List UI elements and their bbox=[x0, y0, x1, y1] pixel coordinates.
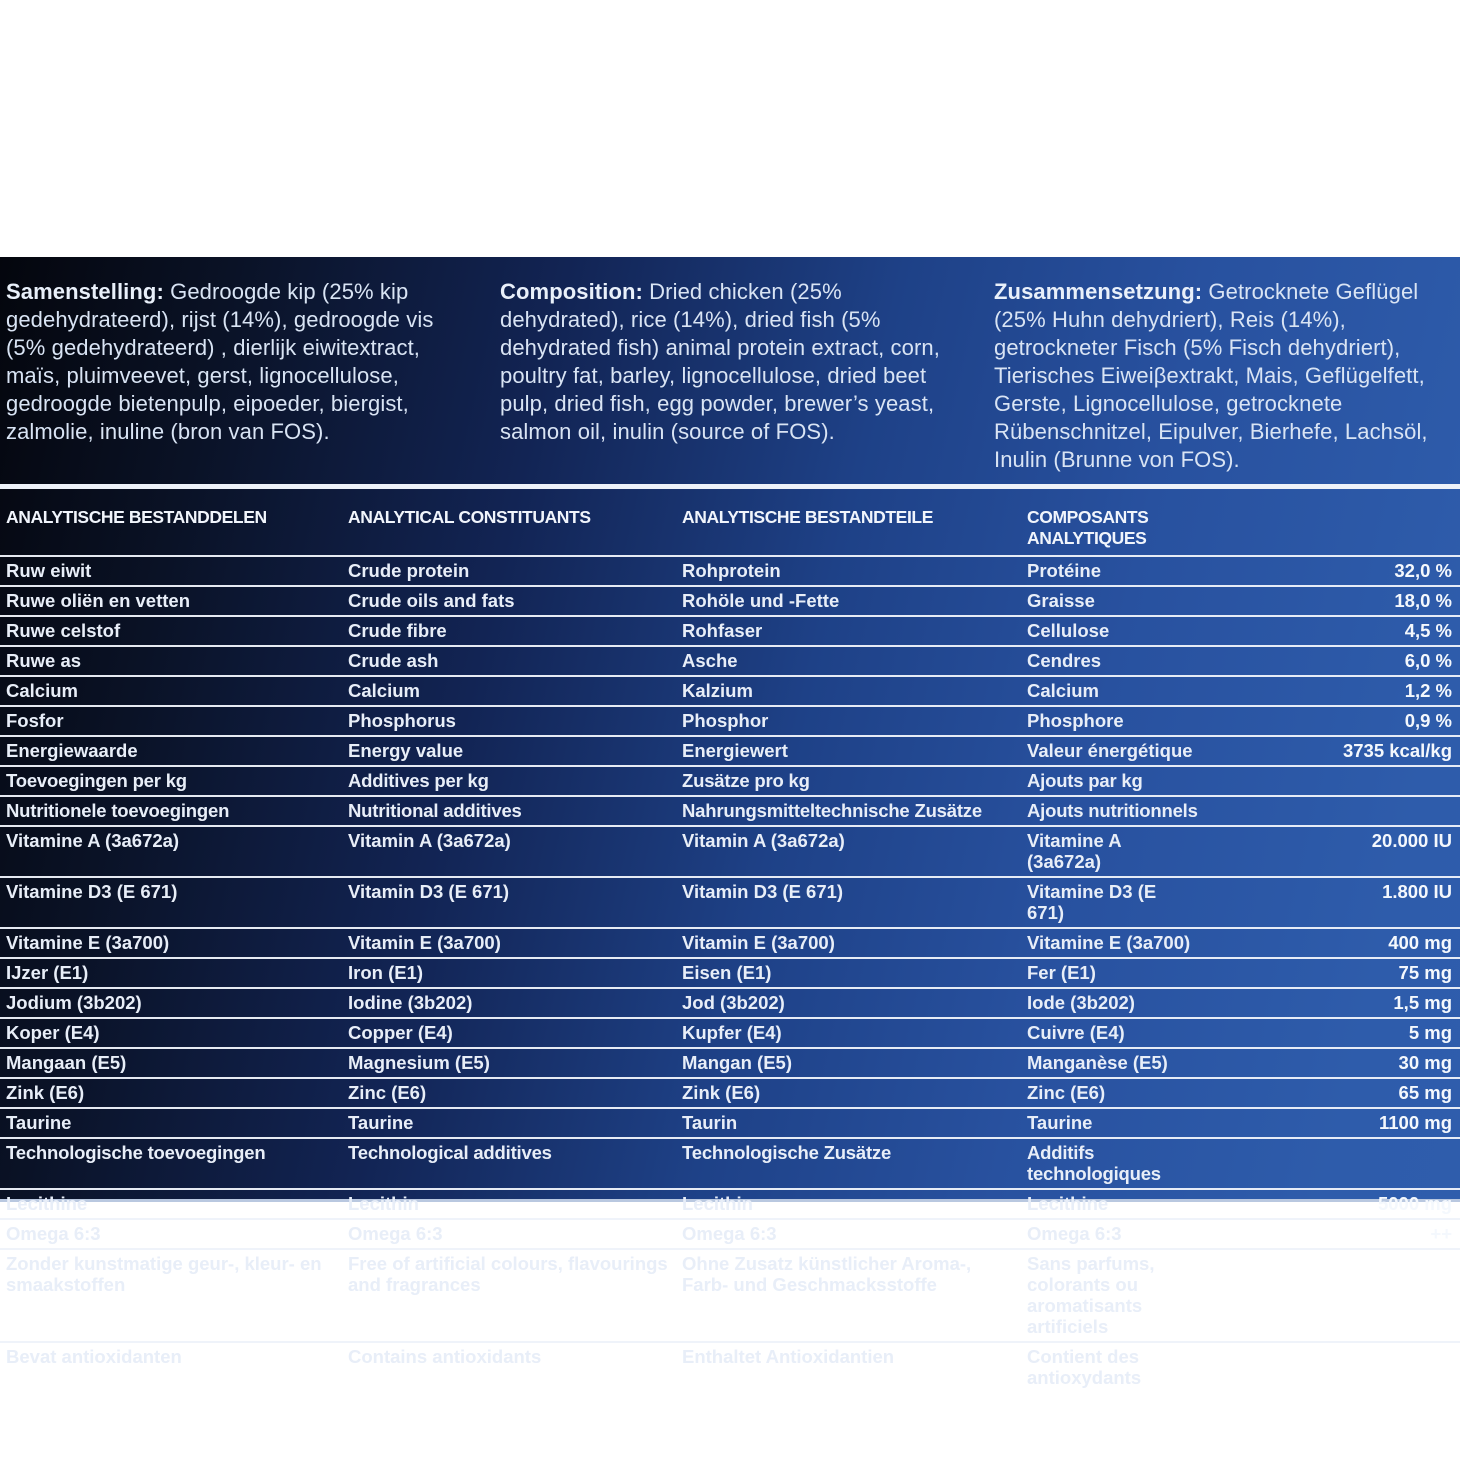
row-label-nl: Vitamine A (3a672a) bbox=[6, 830, 180, 851]
row-label-fr: Manganèse (E5) bbox=[1027, 1052, 1168, 1073]
row-label-de: Rohöle und -Fette bbox=[682, 590, 840, 611]
table-row bbox=[0, 1341, 1460, 1392]
row-label-en: Iron (E1) bbox=[348, 962, 424, 983]
row-label-en: Energy value bbox=[348, 740, 464, 761]
table-row bbox=[0, 585, 1460, 615]
analytical-table bbox=[0, 489, 1460, 1392]
table-row bbox=[0, 1047, 1460, 1077]
row-value: 4,5 % bbox=[1404, 620, 1452, 641]
row-value: 3735 kcal/kg bbox=[1342, 740, 1452, 761]
table-row bbox=[0, 1107, 1460, 1137]
composition-body-en: Dried chicken (25% dehydrated), rice (14%), dried fish (5% dehydrated fish) animal protein extract, corn, poultry fat, barley, lignocellulose, dried beet pulp, dried fish, egg powder, brewer’s yeast, salmon oil, inulin (source of FOS). bbox=[500, 279, 940, 444]
row-label-nl: Toevoegingen per kg bbox=[6, 770, 187, 791]
composition-paragraph-nl bbox=[6, 278, 458, 474]
row-label-fr: Taurine bbox=[1027, 1112, 1093, 1133]
composition-body-de: Getrocknete Geflügel (25% Huhn dehydriert), Reis (14%), getrockneter Fisch (5% Fisch dehydriert), Tierisches Eiweiβextrakt, Mais, Geflügelfett, Gerste, Lignocellulose, getrocknete Rübenschnitzel, Eipulver, Bierhefe, Lachsöl, Inulin (Brunne von FOS). bbox=[994, 279, 1428, 472]
table-row bbox=[0, 645, 1460, 675]
row-label-nl: Taurine bbox=[6, 1112, 72, 1133]
table-section-row bbox=[0, 1137, 1460, 1188]
row-label-fr: Vitamine E (3a700) bbox=[1027, 932, 1191, 953]
row-label-de: Asche bbox=[682, 650, 738, 671]
table-row bbox=[0, 1017, 1460, 1047]
row-value: 1,5 mg bbox=[1393, 992, 1452, 1013]
row-label-de: Vitamin E (3a700) bbox=[682, 932, 835, 953]
composition-lead-de: Zusammensetzung: bbox=[994, 279, 1203, 304]
row-label-nl: Zonder kunstmatige geur-, kleur- en smaakstoffen bbox=[6, 1253, 322, 1295]
row-label-de: Kupfer (E4) bbox=[682, 1022, 782, 1043]
composition-paragraph-de bbox=[994, 278, 1446, 474]
row-label-fr: Valeur énergétique bbox=[1027, 740, 1193, 761]
row-label-en: Zinc (E6) bbox=[348, 1082, 427, 1103]
row-label-en: Vitamin A (3a672a) bbox=[348, 830, 511, 851]
row-label-de: Kalzium bbox=[682, 680, 753, 701]
row-label-fr: Graisse bbox=[1027, 590, 1095, 611]
row-value: 1.800 IU bbox=[1382, 881, 1452, 902]
composition-lead-nl: Samenstelling: bbox=[6, 279, 164, 304]
row-label-nl: IJzer (E1) bbox=[6, 962, 89, 983]
row-label-fr: Fer (E1) bbox=[1027, 962, 1096, 983]
row-label-de: Eisen (E1) bbox=[682, 962, 772, 983]
table-row bbox=[0, 735, 1460, 765]
composition-paragraph-en bbox=[500, 278, 952, 474]
row-label-nl: Technologische toevoegingen bbox=[6, 1142, 266, 1163]
row-value: 0,9 % bbox=[1404, 710, 1452, 731]
row-label-de: Technologische Zusätze bbox=[682, 1142, 892, 1163]
row-label-en: Copper (E4) bbox=[348, 1022, 453, 1043]
row-value: 32,0 % bbox=[1394, 560, 1452, 581]
row-label-en: ANALYTICAL CONSTITUANTS bbox=[348, 507, 591, 527]
row-label-nl: Energiewaarde bbox=[6, 740, 138, 761]
row-label-fr: Iode (3b202) bbox=[1027, 992, 1135, 1013]
row-label-en: Vitamin E (3a700) bbox=[348, 932, 501, 953]
row-label-fr: COMPOSANTS ANALYTIQUES bbox=[1027, 507, 1149, 548]
row-label-de: Enthaltet Antioxidantien bbox=[682, 1346, 895, 1367]
row-value: 5 mg bbox=[1408, 1022, 1452, 1043]
table-row bbox=[0, 927, 1460, 957]
composition-body-nl: Gedroogde kip (25% kip gedehydrateerd), rijst (14%), gedroogde vis (5% gedehydrateerd) , dierlijk eiwitextract, maïs, pluimveevet, gerst, lignocellulose, gedroogde bietenpulp, eipoeder, biergist, zalmolie, inuline (bron van FOS). bbox=[6, 279, 434, 444]
row-label-de: Omega 6:3 bbox=[682, 1223, 777, 1244]
row-label-en: Magnesium (E5) bbox=[348, 1052, 490, 1073]
row-label-de: Taurin bbox=[682, 1112, 738, 1133]
row-value: 1100 mg bbox=[1378, 1112, 1452, 1133]
row-label-nl: Bevat antioxidanten bbox=[6, 1346, 182, 1367]
row-label-nl: Zink (E6) bbox=[6, 1082, 85, 1103]
row-label-de: Energiewert bbox=[682, 740, 788, 761]
table-row bbox=[0, 987, 1460, 1017]
row-label-fr: Calcium bbox=[1027, 680, 1099, 701]
row-label-fr: Additifs technologiques bbox=[1027, 1142, 1161, 1184]
row-label-nl: Nutritionele toevoegingen bbox=[6, 800, 230, 821]
row-value: 1,2 % bbox=[1404, 680, 1452, 701]
row-label-nl: Ruw eiwit bbox=[6, 560, 92, 581]
row-label-en: Nutritional additives bbox=[348, 800, 522, 821]
row-label-de: Zink (E6) bbox=[682, 1082, 761, 1103]
row-label-nl: Ruwe as bbox=[6, 650, 82, 671]
row-label-de: Rohfaser bbox=[682, 620, 763, 641]
row-value: 75 mg bbox=[1398, 962, 1452, 983]
table-row bbox=[0, 1248, 1460, 1341]
table-row bbox=[0, 615, 1460, 645]
table-row bbox=[0, 705, 1460, 735]
row-label-nl: Mangaan (E5) bbox=[6, 1052, 127, 1073]
row-label-de: Ohne Zusatz künstlicher Aroma-, Farb- und Geschmacksstoffe bbox=[682, 1253, 972, 1295]
row-label-nl: Calcium bbox=[6, 680, 78, 701]
row-label-en: Crude fibre bbox=[348, 620, 447, 641]
row-label-nl: Ruwe celstof bbox=[6, 620, 121, 641]
row-label-nl: Lecithine bbox=[6, 1193, 88, 1214]
row-label-nl: Ruwe oliën en vetten bbox=[6, 590, 191, 611]
row-label-fr: Cendres bbox=[1027, 650, 1102, 671]
row-label-de: Vitamin D3 (E 671) bbox=[682, 881, 844, 902]
composition-lead-en: Composition: bbox=[500, 279, 643, 304]
row-label-fr: Zinc (E6) bbox=[1027, 1082, 1106, 1103]
row-label-fr: Phosphore bbox=[1027, 710, 1124, 731]
label-blue-panel bbox=[0, 257, 1460, 1388]
row-label-nl: Jodium (3b202) bbox=[6, 992, 142, 1013]
table-row bbox=[0, 1188, 1460, 1218]
row-label-fr: Cellulose bbox=[1027, 620, 1110, 641]
row-label-de: Nahrungsmitteltechnische Zusätze bbox=[682, 800, 982, 821]
row-value: 400 mg bbox=[1388, 932, 1452, 953]
row-label-de: Zusätze pro kg bbox=[682, 770, 810, 791]
table-row bbox=[0, 825, 1460, 876]
table-section-row bbox=[0, 795, 1460, 825]
row-value: 6,0 % bbox=[1404, 650, 1452, 671]
table-row bbox=[0, 957, 1460, 987]
row-label-en: Phosphorus bbox=[348, 710, 456, 731]
table-header-row bbox=[0, 503, 1460, 555]
row-label-fr: Contient des antioxydants bbox=[1027, 1346, 1142, 1388]
table-row bbox=[0, 876, 1460, 927]
table-row bbox=[0, 1077, 1460, 1107]
row-label-en: Lecithin bbox=[348, 1193, 419, 1214]
row-value: 5000 mg bbox=[1377, 1193, 1452, 1214]
row-label-nl: Omega 6:3 bbox=[6, 1223, 101, 1244]
row-value: 65 mg bbox=[1398, 1082, 1452, 1103]
row-label-fr: Cuivre (E4) bbox=[1027, 1022, 1125, 1043]
row-label-fr: Vitamine D3 (E 671) bbox=[1027, 881, 1157, 923]
row-label-de: Rohprotein bbox=[682, 560, 781, 581]
table-row bbox=[0, 555, 1460, 585]
row-label-nl: Koper (E4) bbox=[6, 1022, 100, 1043]
row-label-fr: Ajouts nutritionnels bbox=[1027, 800, 1198, 821]
row-label-nl: Vitamine E (3a700) bbox=[6, 932, 170, 953]
row-label-en: Free of artificial colours, flavourings and fragrances bbox=[348, 1253, 668, 1295]
row-label-en: Contains antioxidants bbox=[348, 1346, 542, 1367]
row-label-en: Crude oils and fats bbox=[348, 590, 515, 611]
row-label-fr: Vitamine A (3a672a) bbox=[1027, 830, 1121, 872]
row-label-en: Calcium bbox=[348, 680, 420, 701]
row-label-fr: Omega 6:3 bbox=[1027, 1223, 1122, 1244]
table-row bbox=[0, 675, 1460, 705]
row-label-de: Mangan (E5) bbox=[682, 1052, 792, 1073]
row-label-fr: Protéine bbox=[1027, 560, 1102, 581]
row-label-de: Phosphor bbox=[682, 710, 769, 731]
row-label-en: Crude protein bbox=[348, 560, 470, 581]
row-label-fr: Lecithine bbox=[1027, 1193, 1109, 1214]
row-label-en: Iodine (3b202) bbox=[348, 992, 473, 1013]
row-label-de: Lecithin bbox=[682, 1193, 753, 1214]
row-label-en: Crude ash bbox=[348, 650, 439, 671]
row-label-nl: ANALYTISCHE BESTANDDELEN bbox=[6, 507, 267, 527]
row-value: 18,0 % bbox=[1394, 590, 1452, 611]
row-label-en: Technological additives bbox=[348, 1142, 552, 1163]
table-section-row bbox=[0, 765, 1460, 795]
row-label-fr: Sans parfums, colorants ou aromatisants artificiels bbox=[1027, 1253, 1155, 1337]
row-value: 20.000 IU bbox=[1371, 830, 1452, 851]
composition-section bbox=[0, 257, 1460, 474]
row-label-en: Additives per kg bbox=[348, 770, 489, 791]
row-label-en: Taurine bbox=[348, 1112, 414, 1133]
row-label-fr: Ajouts par kg bbox=[1027, 770, 1143, 791]
row-label-nl: Fosfor bbox=[6, 710, 64, 731]
row-label-en: Omega 6:3 bbox=[348, 1223, 443, 1244]
row-label-de: Jod (3b202) bbox=[682, 992, 785, 1013]
row-value: ++ bbox=[1430, 1223, 1452, 1244]
row-label-de: ANALYTISCHE BESTANDTEILE bbox=[682, 507, 933, 527]
row-label-nl: Vitamine D3 (E 671) bbox=[6, 881, 178, 902]
table-row bbox=[0, 1218, 1460, 1248]
row-label-en: Vitamin D3 (E 671) bbox=[348, 881, 510, 902]
row-value: 30 mg bbox=[1398, 1052, 1452, 1073]
row-label-de: Vitamin A (3a672a) bbox=[682, 830, 845, 851]
